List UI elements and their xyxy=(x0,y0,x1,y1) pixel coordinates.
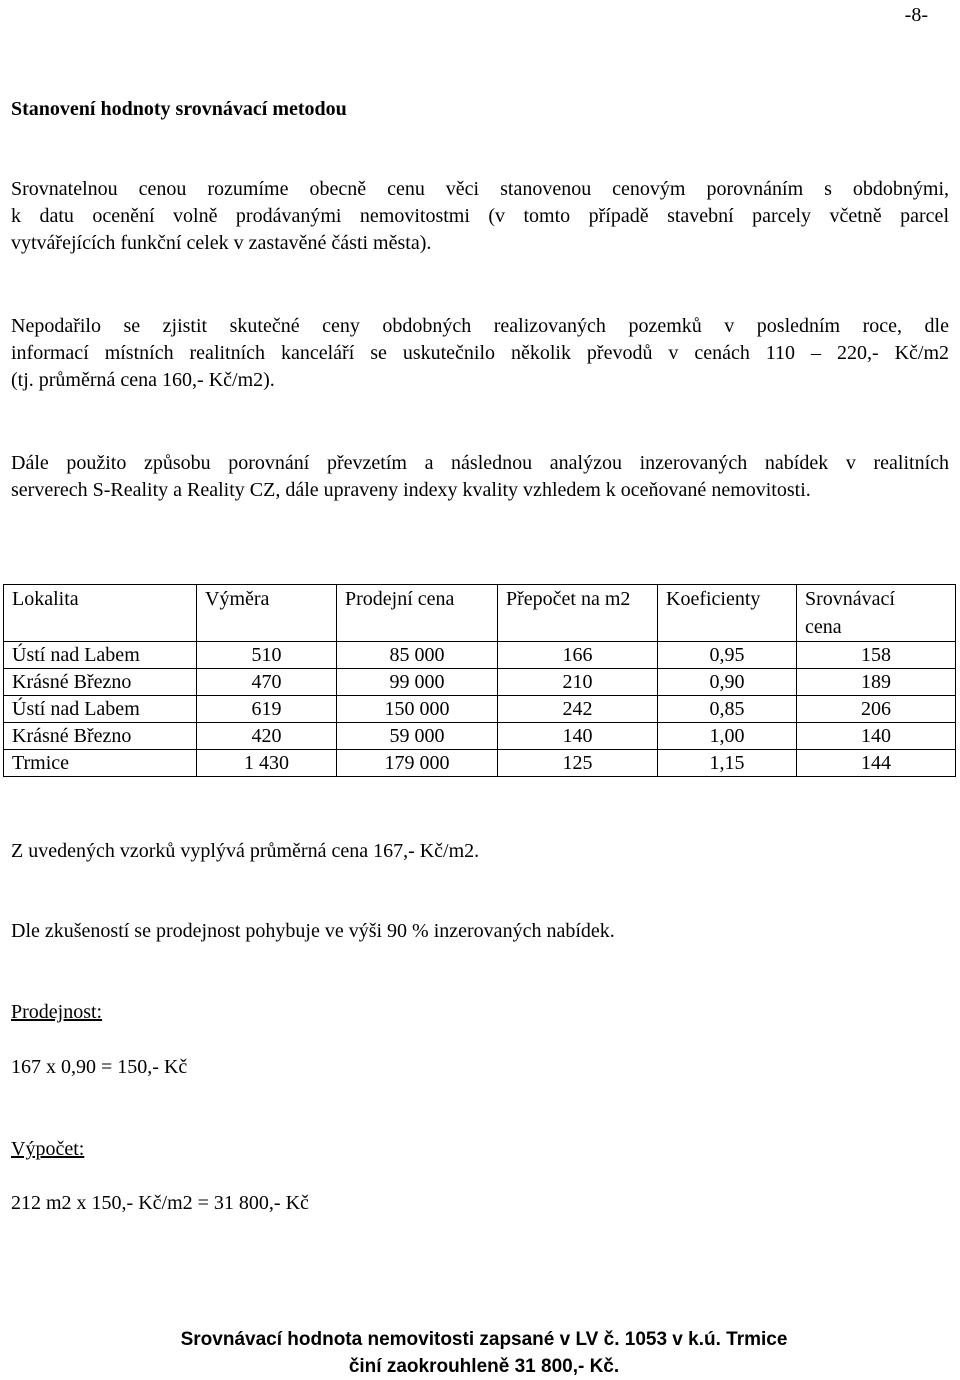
header-vymera: Výměra xyxy=(197,585,337,642)
cell-prodejni-cena: 85 000 xyxy=(337,642,498,669)
cell-vymera: 619 xyxy=(197,696,337,723)
cell-lokalita: Krásné Březno xyxy=(4,723,197,750)
cell-lokalita: Ústí nad Labem xyxy=(4,642,197,669)
cell-vymera: 1 430 xyxy=(197,750,337,777)
paragraph-line: informací místních realitních kanceláří se uskutečnilo několik převodů v cenách 110 – 220,- Kč/m2 xyxy=(11,342,949,364)
header-lokalita: Lokalita xyxy=(4,585,197,642)
vypocet-label: Výpočet: xyxy=(11,1138,85,1160)
cell-srovnavaci-cena: 158 xyxy=(797,642,956,669)
paragraph-line: serverech S-Reality a Reality CZ, dále upraveny indexy kvality vzhledem k oceňované nemovitosti. xyxy=(11,479,811,501)
cell-vymera: 470 xyxy=(197,669,337,696)
header-prepocet-text: Přepočet na m2 xyxy=(506,588,631,610)
market-paragraph xyxy=(11,313,949,394)
section-heading: Stanovení hodnoty srovnávací metodou xyxy=(11,98,347,120)
cell-koeficienty: 1,15 xyxy=(658,750,797,777)
conclusion-line: činí zaokrouhleně 31 800,- Kč. xyxy=(348,1356,620,1377)
conclusion xyxy=(0,1326,960,1380)
table-row xyxy=(4,696,956,723)
cell-prepocet: 210 xyxy=(498,669,658,696)
paragraph-line: (tj. průměrná cena 160,- Kč/m2). xyxy=(11,369,275,391)
cell-prepocet: 140 xyxy=(498,723,658,750)
paragraph-line: Srovnatelnou cenou rozumíme obecně cenu věci stanovenou cenovým porovnáním s obdobnými, xyxy=(11,178,949,200)
cell-koeficienty: 0,90 xyxy=(658,669,797,696)
header-srovnavaci-cena xyxy=(797,585,956,642)
cell-prodejni-cena: 150 000 xyxy=(337,696,498,723)
cell-srovnavaci-cena: 206 xyxy=(797,696,956,723)
method-paragraph xyxy=(11,450,949,504)
intro-paragraph xyxy=(11,176,949,257)
table-row xyxy=(4,723,956,750)
paragraph-line: vytvářejících funkční celek v zastavěné části města). xyxy=(11,232,432,254)
header-prepocet xyxy=(498,585,658,642)
cell-srovnavaci-cena: 140 xyxy=(797,723,956,750)
cell-vymera: 420 xyxy=(197,723,337,750)
cell-prepocet: 166 xyxy=(498,642,658,669)
cell-srovnavaci-cena: 189 xyxy=(797,669,956,696)
cell-srovnavaci-cena: 144 xyxy=(797,750,956,777)
paragraph-line: k datu ocenění volně prodávanými nemovitostmi (v tomto případě stavební parcely včetně parcel xyxy=(11,205,949,227)
table-header-row xyxy=(4,585,956,642)
paragraph-line: Nepodařilo se zjistit skutečné ceny obdobných realizovaných pozemků v posledním roce, dle xyxy=(11,315,949,337)
page-number: -8- xyxy=(904,4,928,26)
header-prodejni-cena: Prodejní cena xyxy=(337,585,498,642)
cell-koeficienty: 0,85 xyxy=(658,696,797,723)
table-row xyxy=(4,642,956,669)
average-price-summary: Z uvedených vzorků vyplývá průměrná cena 167,- Kč/m2. xyxy=(11,840,480,862)
table-row xyxy=(4,750,956,777)
header-koeficienty: Koeficienty xyxy=(658,585,797,642)
cell-lokalita: Krásné Březno xyxy=(4,669,197,696)
cell-prepocet: 242 xyxy=(498,696,658,723)
cell-lokalita: Ústí nad Labem xyxy=(4,696,197,723)
sales-rate-note: Dle zkušeností se prodejnost pohybuje ve výši 90 % inzerovaných nabídek. xyxy=(11,920,615,942)
vypocet-calculation: 212 m2 x 150,- Kč/m2 = 31 800,- Kč xyxy=(11,1192,309,1214)
cell-koeficienty: 0,95 xyxy=(658,642,797,669)
comparison-table xyxy=(3,584,956,777)
cell-vymera: 510 xyxy=(197,642,337,669)
paragraph-line: Dále použito způsobu porovnání převzetím a následnou analýzou inzerovaných nabídek v realitních xyxy=(11,452,949,474)
cell-prodejni-cena: 179 000 xyxy=(337,750,498,777)
prodejnost-label: Prodejnost: xyxy=(11,1001,103,1023)
cell-prodejni-cena: 99 000 xyxy=(337,669,498,696)
cell-koeficienty: 1,00 xyxy=(658,723,797,750)
header-srovnavaci-cena-text: Srovnávací cena xyxy=(805,588,895,638)
prodejnost-calculation: 167 x 0,90 = 150,- Kč xyxy=(11,1056,188,1078)
cell-prepocet: 125 xyxy=(498,750,658,777)
cell-prodejni-cena: 59 000 xyxy=(337,723,498,750)
conclusion-line: Srovnávací hodnota nemovitosti zapsané v LV č. 1053 v k.ú. Trmice xyxy=(180,1329,788,1350)
table-row xyxy=(4,669,956,696)
cell-lokalita: Trmice xyxy=(4,750,197,777)
